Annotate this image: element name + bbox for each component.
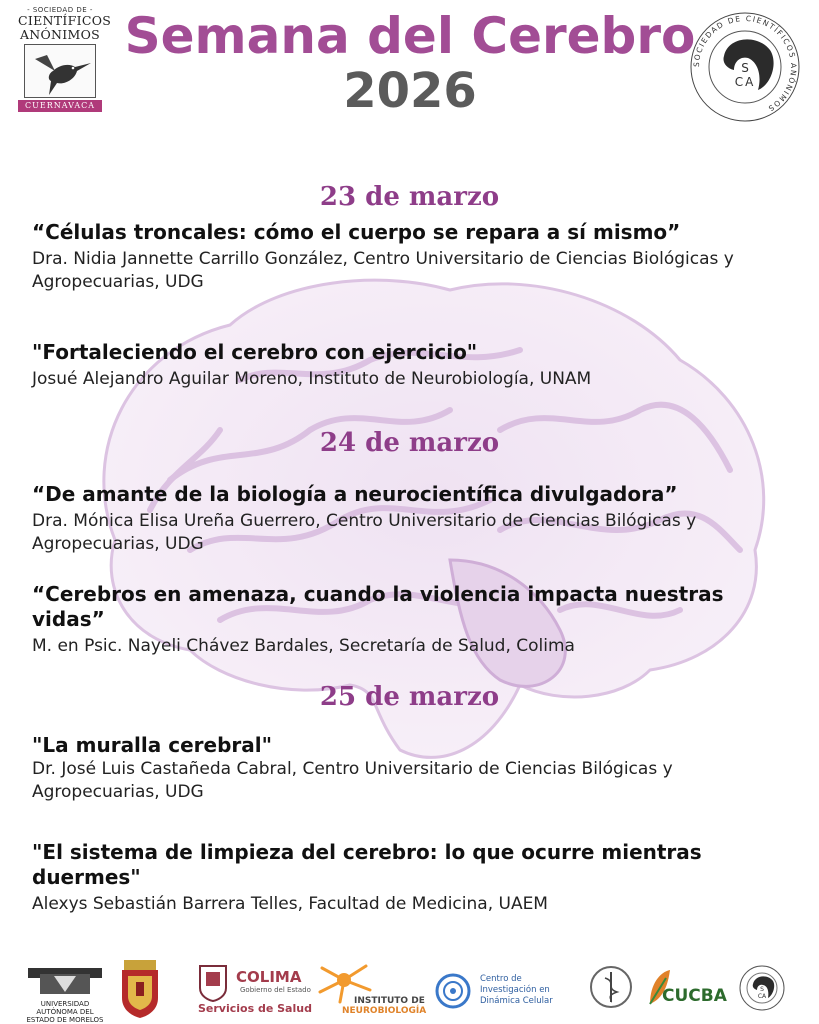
neuro-line2: NEUROBIOLOGÍA bbox=[342, 1006, 427, 1016]
page-title: Semana del Cerebro bbox=[124, 7, 696, 65]
talk-item bbox=[32, 840, 792, 916]
colima-name: COLIMA bbox=[236, 968, 302, 986]
society-seal bbox=[688, 10, 802, 124]
talk-item bbox=[32, 733, 792, 804]
seal-ring-text: SOCIEDAD DE CIENTÍFICOS ANÓNIMOS bbox=[691, 13, 799, 114]
society-logo-name-line1: CIENTÍFICOS bbox=[18, 13, 112, 28]
talk-item bbox=[32, 482, 792, 556]
sca-small-bottom: CA bbox=[757, 993, 767, 1000]
talk-item bbox=[32, 220, 792, 294]
cell-icon bbox=[434, 972, 472, 1010]
colima-subtitle: Gobierno del Estado bbox=[240, 986, 311, 994]
caduceus-emblem-icon bbox=[588, 964, 634, 1010]
talk-item bbox=[32, 340, 792, 391]
talk-item bbox=[32, 582, 792, 658]
uaem-logo-text: UNIVERSIDAD AUTÓNOMA DEL ESTADO DE MORELOS bbox=[26, 1000, 104, 1024]
cucba-logo bbox=[646, 968, 726, 1012]
talk-title: "La muralla cerebral" bbox=[32, 733, 273, 757]
colima-health-text: Servicios de Salud bbox=[198, 1002, 312, 1015]
neuro-line1: INSTITUTO DE bbox=[354, 996, 425, 1006]
talk-title: “Células troncales: cómo el cuerpo se repara a sí mismo” bbox=[32, 220, 681, 244]
day-heading: 23 de marzo bbox=[319, 182, 500, 212]
society-logo bbox=[18, 6, 112, 120]
seal-monogram-top: S bbox=[741, 61, 749, 75]
neurobiology-institute-logo bbox=[314, 962, 426, 1018]
uaem-crest-icon bbox=[26, 962, 104, 996]
sca-small-top: S bbox=[760, 986, 764, 993]
talk-speaker: Dr. José Luis Castañeda Cabral, Centro Universitario de Ciencias Bilógicas y Agropecuarias, UDG bbox=[32, 759, 673, 802]
hummingbird-icon bbox=[24, 44, 96, 98]
cidc-line3: Dinámica Celular bbox=[480, 996, 553, 1006]
cidc-line1: Centro de bbox=[480, 974, 522, 984]
colima-health-logo bbox=[196, 958, 312, 1020]
talk-title: "El sistema de limpieza del cerebro: lo que ocurre mientras duermes" bbox=[32, 840, 702, 889]
seal-monogram-bottom: CA bbox=[734, 75, 756, 89]
society-logo-city: CUERNAVACA bbox=[18, 100, 102, 112]
talk-title: "Fortaleciendo el cerebro con ejercicio" bbox=[32, 340, 478, 364]
day-heading: 24 de marzo bbox=[319, 428, 500, 458]
talk-speaker: Dra. Mónica Elisa Ureña Guerrero, Centro Universitario de Ciencias Bilógicas y Agropecuarias, UDG bbox=[32, 511, 697, 554]
event-year: 2026 bbox=[343, 63, 477, 119]
sca-small-seal bbox=[738, 964, 786, 1012]
talk-speaker: M. en Psic. Nayeli Chávez Bardales, Secretaría de Salud, Colima bbox=[32, 636, 575, 656]
day-heading: 25 de marzo bbox=[319, 682, 500, 712]
colima-crest-icon bbox=[196, 960, 230, 1002]
cucba-text: CUCBA bbox=[662, 986, 727, 1006]
talk-speaker: Alexys Sebastián Barrera Telles, Facultad de Medicina, UAEM bbox=[32, 894, 548, 914]
uaem-logo bbox=[26, 962, 104, 1024]
talk-speaker: Josué Alejandro Aguilar Moreno, Instituto de Neurobiología, UNAM bbox=[32, 369, 592, 389]
cidc-line2: Investigación en bbox=[480, 985, 550, 995]
talk-speaker: Dra. Nidia Jannette Carrillo González, Centro Universitario de Ciencias Biológicas y Agropecuarias, UDG bbox=[32, 249, 734, 292]
talk-title: “De amante de la biología a neurocientífica divulgadora” bbox=[32, 482, 678, 506]
society-logo-name-line2: ANÓNIMOS bbox=[19, 27, 101, 42]
talk-title: “Cerebros en amenaza, cuando la violencia impacta nuestras vidas” bbox=[32, 582, 724, 631]
society-logo-top-text: - SOCIEDAD DE - bbox=[27, 6, 93, 14]
udg-shield-icon bbox=[118, 958, 162, 1020]
cidc-logo bbox=[434, 972, 574, 1012]
